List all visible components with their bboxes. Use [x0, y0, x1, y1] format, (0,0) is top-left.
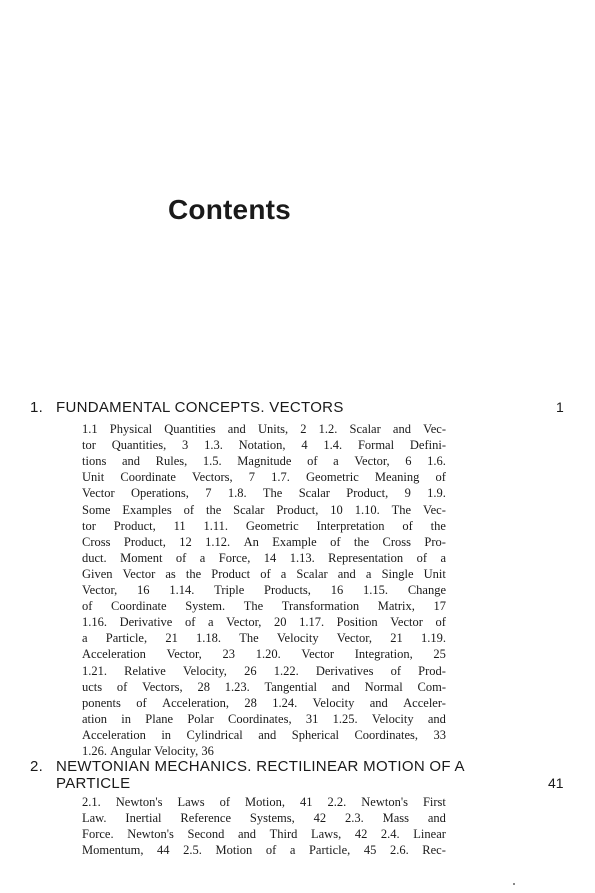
section-word: in [161, 727, 172, 742]
section-word: Coordinate [120, 470, 176, 485]
section-word: Particle, [105, 631, 148, 646]
section-word: Scalar [349, 422, 381, 436]
section-word: 2.4. [380, 827, 400, 842]
section-word: Derivative [119, 615, 173, 630]
section-line [82, 567, 446, 582]
section-word: The [391, 502, 412, 517]
section-line [82, 422, 446, 437]
section-word: Scalar [233, 502, 265, 517]
section-word: Cylindrical [186, 727, 243, 742]
section-word: 1.10. [354, 502, 380, 517]
section-word: ponents [82, 695, 121, 710]
section-word: 11 [173, 518, 186, 533]
section-word: 1.26. [82, 744, 111, 758]
section-word: 1.6. [427, 454, 446, 469]
section-line [82, 551, 446, 566]
section-word: Laws, [311, 827, 342, 842]
section-word: Vectors, [192, 470, 233, 485]
section-word: Example [272, 534, 317, 549]
section-word: 12 [179, 534, 192, 549]
section-word: 17 [433, 599, 446, 614]
section-word: of [219, 795, 230, 809]
section-word: 25 [433, 647, 446, 662]
section-word: a [280, 566, 287, 581]
section-word: Velocity [276, 631, 319, 646]
section-word: Vec- [423, 422, 446, 436]
page-title: Contents [168, 194, 291, 225]
section-word: Operations, [130, 486, 189, 501]
section-word: Polar [187, 711, 214, 726]
section-word: 23 [222, 647, 236, 662]
section-word: Vector, [354, 454, 390, 469]
section-word: Acceleration [82, 647, 146, 662]
section-word: Acceleration [82, 727, 146, 742]
section-word: Change [407, 583, 446, 597]
section-word: Pro- [424, 534, 446, 549]
section-line [82, 454, 446, 469]
section-word: Vector, [226, 615, 262, 630]
section-word: First [422, 795, 446, 809]
section-line [82, 744, 446, 759]
section-word: and [121, 454, 141, 469]
section-word: Integration, [354, 647, 413, 662]
section-word: Defini- [409, 438, 446, 453]
section-word: Laws [177, 795, 205, 809]
section-word: Meaning [374, 470, 420, 485]
section-word: a [365, 566, 372, 581]
section-word: Newton's [361, 795, 408, 809]
section-line [82, 631, 446, 646]
section-word: Newton's [115, 795, 163, 809]
section-word: 1.9. [427, 486, 446, 501]
section-word: the [430, 518, 446, 533]
section-word: Products, [264, 583, 311, 597]
section-line [82, 680, 446, 695]
stray-mark [513, 883, 515, 885]
section-word: 4 [301, 438, 308, 453]
section-word: Momentum, [82, 843, 144, 858]
section-word: Linear [413, 827, 446, 842]
section-word: of [183, 502, 195, 517]
section-word: of [265, 843, 277, 858]
chapter-title: PARTICLE [56, 775, 131, 792]
section-word: 1.20. [255, 647, 281, 662]
section-word: 1.24. [272, 695, 298, 710]
section-word: Quantities, [111, 438, 167, 453]
section-word: 1.7. [271, 470, 290, 485]
section-word: tor [82, 438, 96, 453]
section-word: Motion, [245, 795, 285, 809]
section-word: Position [336, 615, 378, 630]
section-word: Acceler- [403, 695, 446, 710]
section-line [82, 795, 446, 810]
section-word: Given [82, 566, 113, 581]
section-word: of [82, 599, 93, 614]
section-word: Product, [113, 518, 156, 533]
section-word: Prod- [418, 663, 446, 678]
section-word: Vector [390, 615, 423, 630]
section-word: Quantities [164, 422, 216, 436]
chapter-heading[interactable] [30, 399, 344, 416]
section-word: Derivatives [315, 663, 374, 678]
section-line [82, 486, 446, 501]
section-word: the [353, 534, 370, 549]
section-word: 10 [330, 502, 343, 517]
section-word: 7 [248, 470, 256, 485]
section-word: tions [82, 454, 107, 469]
section-word: Coordinates, [354, 727, 419, 742]
chapter-heading[interactable] [30, 758, 465, 775]
section-word: Physical [109, 422, 153, 436]
section-word: Product, [276, 502, 319, 517]
section-word: 1.15. [363, 583, 389, 597]
section-word: 1.19. [420, 631, 446, 646]
section-word: 1.1 [82, 422, 98, 436]
section-word: Interpretation [316, 518, 385, 533]
section-word: Force. [82, 827, 114, 842]
section-word: the [185, 566, 202, 581]
chapter-heading[interactable] [30, 775, 130, 792]
section-word: and [337, 566, 356, 581]
section-word: Plane [145, 711, 174, 726]
section-word: 1.12. [205, 534, 231, 549]
section-word: 16 [330, 583, 344, 597]
chapter-number: 2. [30, 758, 44, 775]
section-word: Examples [122, 502, 172, 517]
section-line [82, 647, 446, 662]
chapter-title: FUNDAMENTAL CONCEPTS. VECTORS [56, 399, 344, 416]
section-line [82, 470, 446, 485]
section-word: The [243, 599, 264, 614]
section-word: 1.3. [204, 438, 223, 453]
section-word: 3 [182, 438, 189, 453]
section-word: Com- [417, 679, 446, 694]
section-word: a [289, 843, 296, 858]
section-word: 42 [313, 811, 327, 826]
section-word: and [237, 827, 256, 842]
section-word: and [227, 422, 246, 436]
section-word: as [165, 566, 176, 581]
section-word: a [440, 550, 446, 565]
section-word: and [331, 679, 350, 694]
section-word: Coordinate [111, 599, 167, 614]
section-word: Relative [124, 663, 166, 678]
section-word: 28 [197, 679, 210, 694]
section-word: and [392, 422, 411, 436]
section-word: 2.1. [82, 795, 101, 809]
section-word: a [333, 454, 339, 469]
section-word: 7 [205, 486, 212, 501]
section-word: of [435, 470, 446, 485]
section-word: Rec- [422, 843, 446, 858]
section-word: of [175, 550, 187, 565]
section-word: 2.6. [389, 843, 409, 858]
section-line [82, 843, 446, 858]
section-word: Matrix, [377, 599, 415, 614]
section-word: 45 [363, 843, 377, 858]
section-word: and [258, 727, 277, 742]
section-word: 28 [244, 695, 257, 710]
section-word: of [435, 615, 446, 630]
section-word: Cross [82, 534, 111, 549]
section-word: Inertial [125, 811, 162, 826]
section-word: Third [269, 827, 298, 842]
section-word: of [390, 663, 402, 678]
section-word: Units, [257, 422, 289, 436]
section-word: of [116, 679, 128, 694]
section-word: Product, [346, 486, 389, 501]
section-line [82, 535, 446, 550]
section-word: a [82, 631, 88, 646]
section-word: 20 [273, 615, 287, 630]
section-word: Newton's [127, 827, 174, 842]
section-word: Second [187, 827, 225, 842]
section-word: 1.13. [289, 550, 315, 565]
section-word: duct. [82, 550, 107, 565]
section-line [82, 696, 446, 711]
section-word: 16 [137, 583, 150, 597]
section-line [82, 615, 446, 630]
section-word: Coordinates, [228, 711, 292, 726]
section-word: of [136, 695, 147, 710]
section-line [82, 811, 446, 826]
section-word: 1.16. [82, 615, 107, 630]
section-word: Vector [82, 486, 115, 501]
section-word: Product [211, 566, 251, 581]
section-line [82, 664, 446, 679]
section-word: and [427, 811, 446, 826]
section-word: Normal [364, 679, 403, 694]
section-word: 2 [300, 422, 307, 436]
section-word: 1.5. [202, 454, 222, 469]
section-word: of [184, 615, 196, 630]
section-word: 33 [433, 727, 446, 742]
section-word: Particle, [308, 843, 351, 858]
section-word: 44 [157, 843, 170, 858]
section-word: 9 [404, 486, 411, 501]
section-word: of [307, 454, 318, 469]
section-word: 1.22. [273, 663, 299, 678]
section-line [82, 728, 446, 743]
section-line [82, 599, 446, 614]
section-word: Representation [328, 550, 404, 565]
section-word: Product, [123, 534, 166, 549]
section-word: Scalar [296, 566, 328, 581]
section-word: 2.2. [327, 795, 347, 809]
section-word: Notation, [238, 438, 286, 453]
section-line [82, 712, 446, 727]
section-word: Triple [214, 583, 245, 597]
section-word: Law. [82, 811, 107, 826]
section-word: Cross [382, 534, 412, 549]
section-word: Geometric [306, 470, 359, 485]
section-line [82, 583, 446, 598]
chapter-page-number: 41 [548, 775, 564, 791]
section-word: Systems, [249, 811, 295, 826]
section-word: Spherical [291, 727, 339, 742]
chapter-page-number: 1 [556, 399, 564, 415]
section-word: Rules, [155, 454, 188, 469]
section-word: ation [82, 711, 107, 726]
section-word: The [262, 486, 283, 501]
section-word: Tangential [264, 679, 318, 694]
section-word: 21 [390, 631, 403, 646]
section-word: 1.4. [323, 438, 343, 453]
section-word: 36 [201, 744, 214, 758]
section-word: 1.23. [224, 679, 250, 694]
section-line [82, 438, 446, 453]
section-word: Formal [357, 438, 395, 453]
section-word: Vector, [166, 647, 202, 662]
section-word: Vector, [336, 631, 373, 646]
section-word: Geometric [245, 518, 299, 533]
section-word: Mass [382, 811, 409, 826]
section-word: System. [185, 599, 226, 614]
section-word: Single [381, 566, 414, 581]
section-word: 41 [299, 795, 313, 809]
section-word: Vector [122, 566, 156, 581]
section-word: the [205, 502, 222, 517]
section-word: 1.17. [299, 615, 325, 630]
section-word: a [207, 615, 214, 630]
section-word: 1.25. [332, 711, 358, 726]
section-line [82, 503, 446, 518]
section-word: of [260, 566, 271, 581]
section-word: Vector, [82, 583, 118, 597]
chapter-number: 1. [30, 399, 44, 416]
section-word: Reference [180, 811, 232, 826]
section-word: 1.14. [169, 583, 195, 597]
section-word: 2.5. [183, 843, 202, 858]
chapter-title: NEWTONIAN MECHANICS. RECTILINEAR MOTION OF A [56, 758, 465, 775]
section-word: Transformation [281, 599, 360, 614]
section-word: Velocity, [182, 663, 227, 678]
section-line [82, 827, 446, 842]
section-word: Velocity, [154, 744, 202, 758]
section-word: and [427, 711, 446, 726]
section-word: 31 [305, 711, 319, 726]
section-word: Vec- [422, 502, 446, 517]
section-word: Scalar [298, 486, 330, 501]
section-word: 1.18. [196, 631, 222, 646]
section-word: 2.3. [344, 811, 364, 826]
section-word: 26 [244, 663, 257, 678]
section-word: Angular [110, 744, 155, 758]
section-word: 42 [354, 827, 368, 842]
section-line [82, 519, 446, 534]
section-word: 6 [405, 454, 412, 469]
section-word: Magnitude [237, 454, 292, 469]
section-word: Some [82, 502, 111, 517]
section-word: Velocity [312, 695, 355, 710]
section-word: Acceleration, [162, 695, 230, 710]
section-word: The [239, 631, 259, 646]
section-word: 1.11. [203, 518, 229, 533]
section-word: Vectors, [142, 679, 183, 694]
section-word: tor [82, 518, 96, 533]
section-word: of [402, 518, 413, 533]
section-word: of [416, 550, 427, 565]
section-word: of [330, 534, 341, 549]
section-word: a [199, 550, 206, 565]
section-word: 21 [165, 631, 178, 646]
section-word: ucts [82, 679, 103, 694]
section-word: 1.21. [82, 663, 107, 678]
section-word: 1.8. [227, 486, 247, 501]
section-word: An [243, 534, 259, 549]
section-word: Unit [423, 566, 446, 581]
section-word: Moment [120, 550, 163, 565]
section-word: Force, [218, 550, 251, 565]
section-word: Vector [301, 647, 335, 662]
section-word: Motion [215, 843, 253, 858]
section-word: in [121, 711, 132, 726]
section-word: and [369, 695, 388, 710]
section-word: Unit [82, 470, 105, 485]
section-word: 1.2. [318, 422, 338, 436]
section-word: 14 [263, 550, 277, 565]
section-word: Velocity [371, 711, 414, 726]
